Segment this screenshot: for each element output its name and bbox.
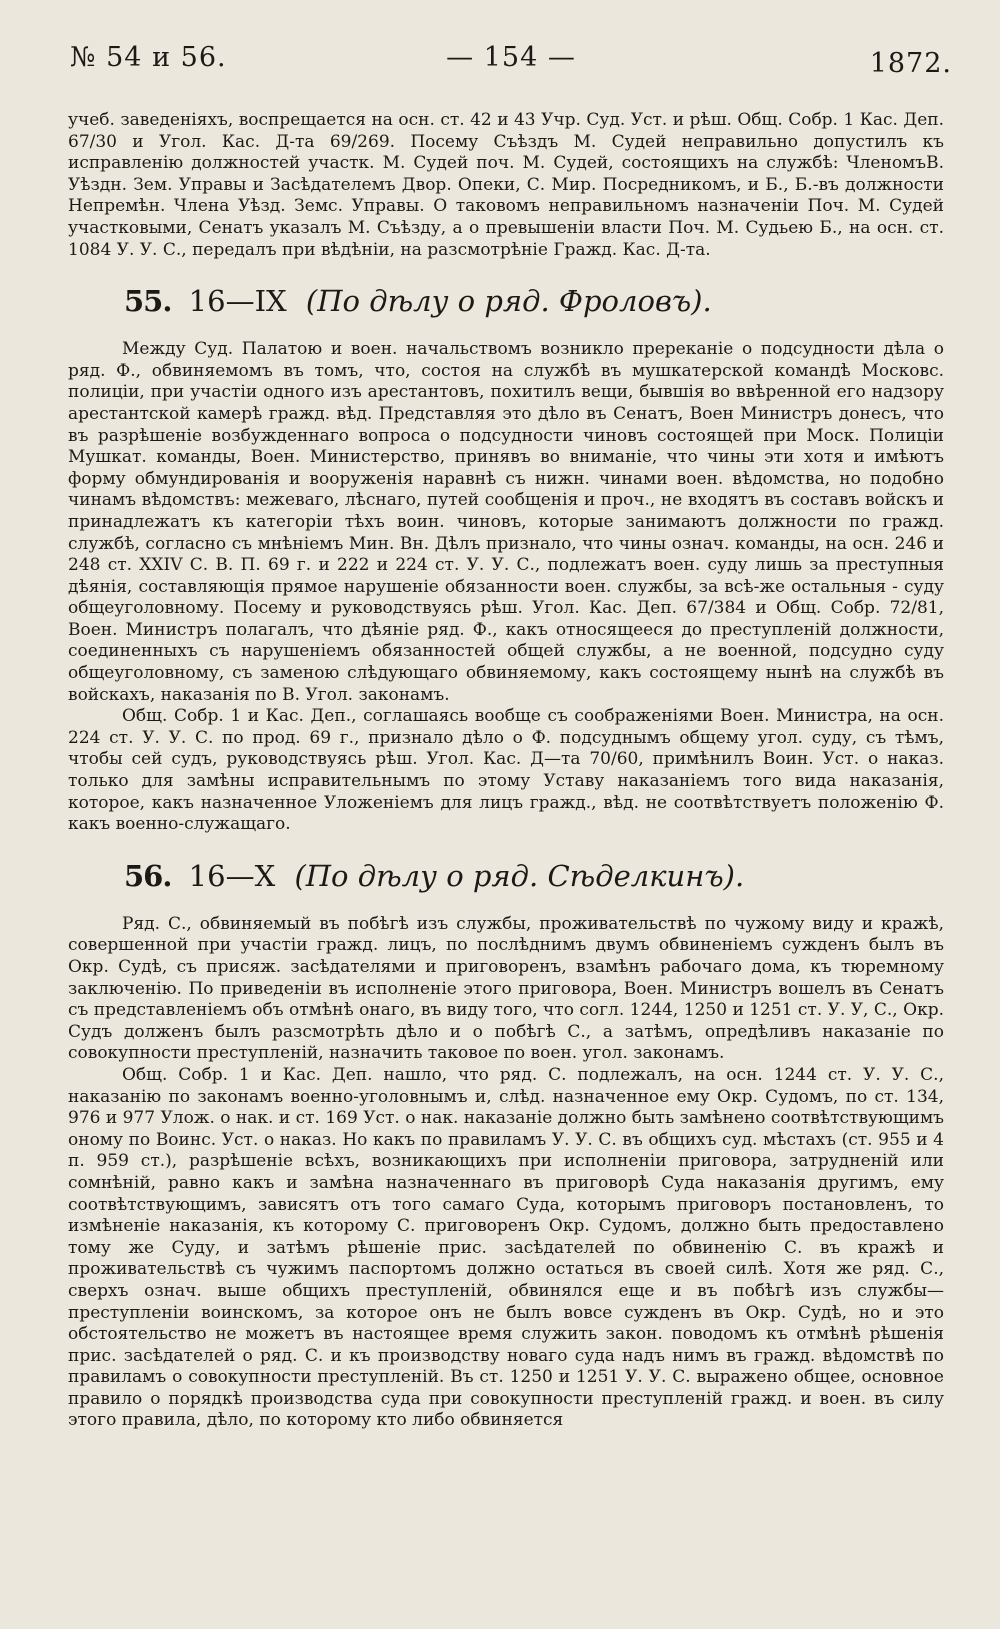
case-55-heading (124, 283, 944, 319)
case-55-paragraph-2: Общ. Собр. 1 и Кас. Деп., соглашаясь вообще съ соображеніями Воен. Министра, на осн. 224 ст. У. У. С. по прод. 69 г., признало дѣло о Ф. подсуднымъ общему угол. суду, съ тѣмъ, чтобы сей судъ, руководствуясь рѣш. Угол. Кас. Д—та 70/60, примѣнилъ Воин. Уст. о наказ. только для замѣны исправительнымъ по этому Уставу наказаніемъ того вида наказанія, которое, какъ назначенное Уложеніемъ для лицъ гражд., вѣд. не соотвѣтствуетъ положенію Ф. какъ военно-служащаго. (68, 706, 944, 835)
year: 1872. (869, 48, 952, 79)
issue-number: № 54 и 56. (70, 42, 227, 73)
case-55-date: 16—IX (188, 284, 287, 319)
case-56-paragraph-1: Ряд. С., обвиняемый въ побѣгѣ изъ службы, проживательствѣ по чужому виду и кражѣ, совершенной при участіи гражд. лицъ, по послѣднимъ двумъ обвиненіемъ сужденъ былъ въ Окр. Судѣ, съ присяж. засѣдателями и приговоренъ, взамѣнъ рабочаго дома, къ тюремному заключенію. По приведеніи въ исполненіе этого приговора, Воен. Министръ вошелъ въ Сенатъ съ представленіемъ объ отмѣнѣ онаго, въ виду того, что согл. 1244, 1250 и 1251 ст. У. У, С., Окр. Судъ долженъ былъ разсмотрѣть дѣло и о побѣгѣ С., а затѣмъ, опредѣливъ наказаніе по совокупности преступленій, назначить таковое по воен. угол. законамъ. (68, 913, 944, 1064)
continuation-paragraph: учеб. заведеніяхъ, воспрещается на осн. ст. 42 и 43 Учр. Суд. Уст. и рѣш. Общ. Собр. 1 Кас. Деп. 67/30 и Угол. Кас. Д-та 69/269. Посему Съѣздъ М. Судей неправильно допустилъ къ исправленію должностей участк. М. Судей поч. М. Судей, состоящихъ на службѣ: ЧленомъВ. Уѣздн. Зем. Управы и Засѣдателемъ Двор. Опеки, С. Мир. Посредникомъ, и Б., Б.-въ должности Непремѣн. Члена Уѣзд. Земс. Управы. О таковомъ неправильномъ назначеніи Поч. М. Судей участковыми, Сенатъ указалъ М. Съѣзду, а о превышеніи власти Поч. М. Судьею Б., на осн. ст. 1084 У. У. С., передалъ при вѣдѣніи, на разсмотрѣніе Гражд. Кас. Д-та. (68, 110, 944, 260)
page-number: — 154 — (446, 42, 576, 73)
page-header (70, 42, 952, 92)
case-56-paragraph-2: Общ. Собр. 1 и Кас. Деп. нашло, что ряд. С. подлежалъ, на осн. 1244 ст. У. У. С., наказанію по законамъ военно-уголовнымъ и, слѣд. назначенное ему Окр. Судомъ, по ст. 134, 976 и 977 Улож. о нак. и ст. 169 Уст. о нак. наказаніе должно быть замѣнено соотвѣтствующимъ оному по Воинс. Уст. о наказ. Но какъ по правиламъ У. У. С. въ общихъ суд. мѣстахъ (ст. 955 и 4 п. 959 ст.), разрѣшеніе всѣхъ, возникающихъ при исполненіи приговора, затрудненій или сомнѣній, равно какъ и замѣна назначеннаго въ приговорѣ Суда наказанія другимъ, ему соотвѣтствующимъ, зависятъ отъ того самаго Суда, которымъ приговоръ постановленъ, то измѣненіе наказанія, къ которому С. приговоренъ Окр. Судомъ, должно быть предоставлено тому же Суду, и затѣмъ рѣшеніе прис. засѣдателей по обвиненію С. въ кражѣ и проживательствѣ съ чужимъ паспортомъ должно остаться въ своей силѣ. Хотя же ряд. С., сверхъ означ. выше общихъ преступленій, обвинялся еще и въ побѣгѣ изъ службы—преступленіи воинскомъ, за которое онъ не былъ вовсе сужденъ въ Окр. Судѣ, но и это обстоятельство не можетъ въ настоящее время служить закон. поводомъ къ отмѣнѣ рѣшенія прис. засѣдателей о ряд. С. и къ производству новаго суда надъ нимъ въ гражд. вѣдомствѣ по правиламъ о совокупности преступленій. Въ ст. 1250 и 1251 У. У. С. выражено общее, основное правило о порядкѣ производства суда при совокупности преступленій гражд. и воен. въ силу этого правила, дѣло, по которому кто либо обвиняется (68, 1064, 944, 1431)
case-55-number: 55. (124, 284, 172, 319)
case-56-title: (По дѣлу о ряд. Сѣделкинъ). (294, 858, 745, 893)
page-body (68, 110, 944, 1432)
case-55-title: (По дѣлу о ряд. Фроловъ). (305, 284, 712, 319)
case-55-paragraph-1: Между Суд. Палатою и воен. начальствомъ возникло пререканіе о подсудности дѣла о ряд. Ф., обвиняемомъ въ томъ, что, состоя на службѣ въ мушкатерской командѣ Московс. полиціи, при участіи одного изъ арестантовъ, похитилъ вещи, бывшія во ввѣренной его надзору арестантской камерѣ гражд. вѣд. Представляя это дѣло въ Сенатъ, Воен Министръ донесъ, что въ разрѣшеніе возбужденнаго вопроса о подсудности чиновъ состоящей при Моск. Полиціи Мушкат. команды, Воен. Министерство, принявъ во вниманіе, что чины эти хотя и имѣютъ форму обмундированія и вооруженія наравнѣ съ нижн. чинами воен. вѣдомства, но подобно чинамъ вѣдомствъ: межеваго, лѣснаго, путей сообщенія и проч., не входятъ въ составъ войскъ и принадлежатъ къ категоріи тѣхъ воин. чиновъ, которые занимаютъ должности по гражд. службѣ, согласно съ мнѣніемъ Мин. Вн. Дѣлъ признало, что чины означ. команды, на осн. 246 и 248 ст. XXIV С. В. П. 69 г. и 222 и 224 ст. У. У. С., подлежатъ воен. суду лишь за преступныя дѣянія, составляющія прямое нарушеніе обязанности воен. службы, за всѣ-же остальныя - суду общеуголовному. Посему и руководствуясь рѣш. Угол. Кас. Деп. 67/384 и Общ. Собр. 72/81, Воен. Министръ полагалъ, что дѣяніе ряд. Ф., какъ относящееся до преступленій должности, соединенныхъ съ нарушеніемъ обязанностей общей службы, а не военной, подсудно суду общеуголовному, съ заменою слѣдующаго обвиняемому, какъ состоящему нынѣ на службѣ въ войскахъ, наказанія по В. Угол. законамъ. (68, 339, 944, 705)
case-56-date: 16—X (188, 858, 276, 893)
case-56-heading (124, 858, 944, 894)
case-56-number: 56. (124, 858, 172, 893)
